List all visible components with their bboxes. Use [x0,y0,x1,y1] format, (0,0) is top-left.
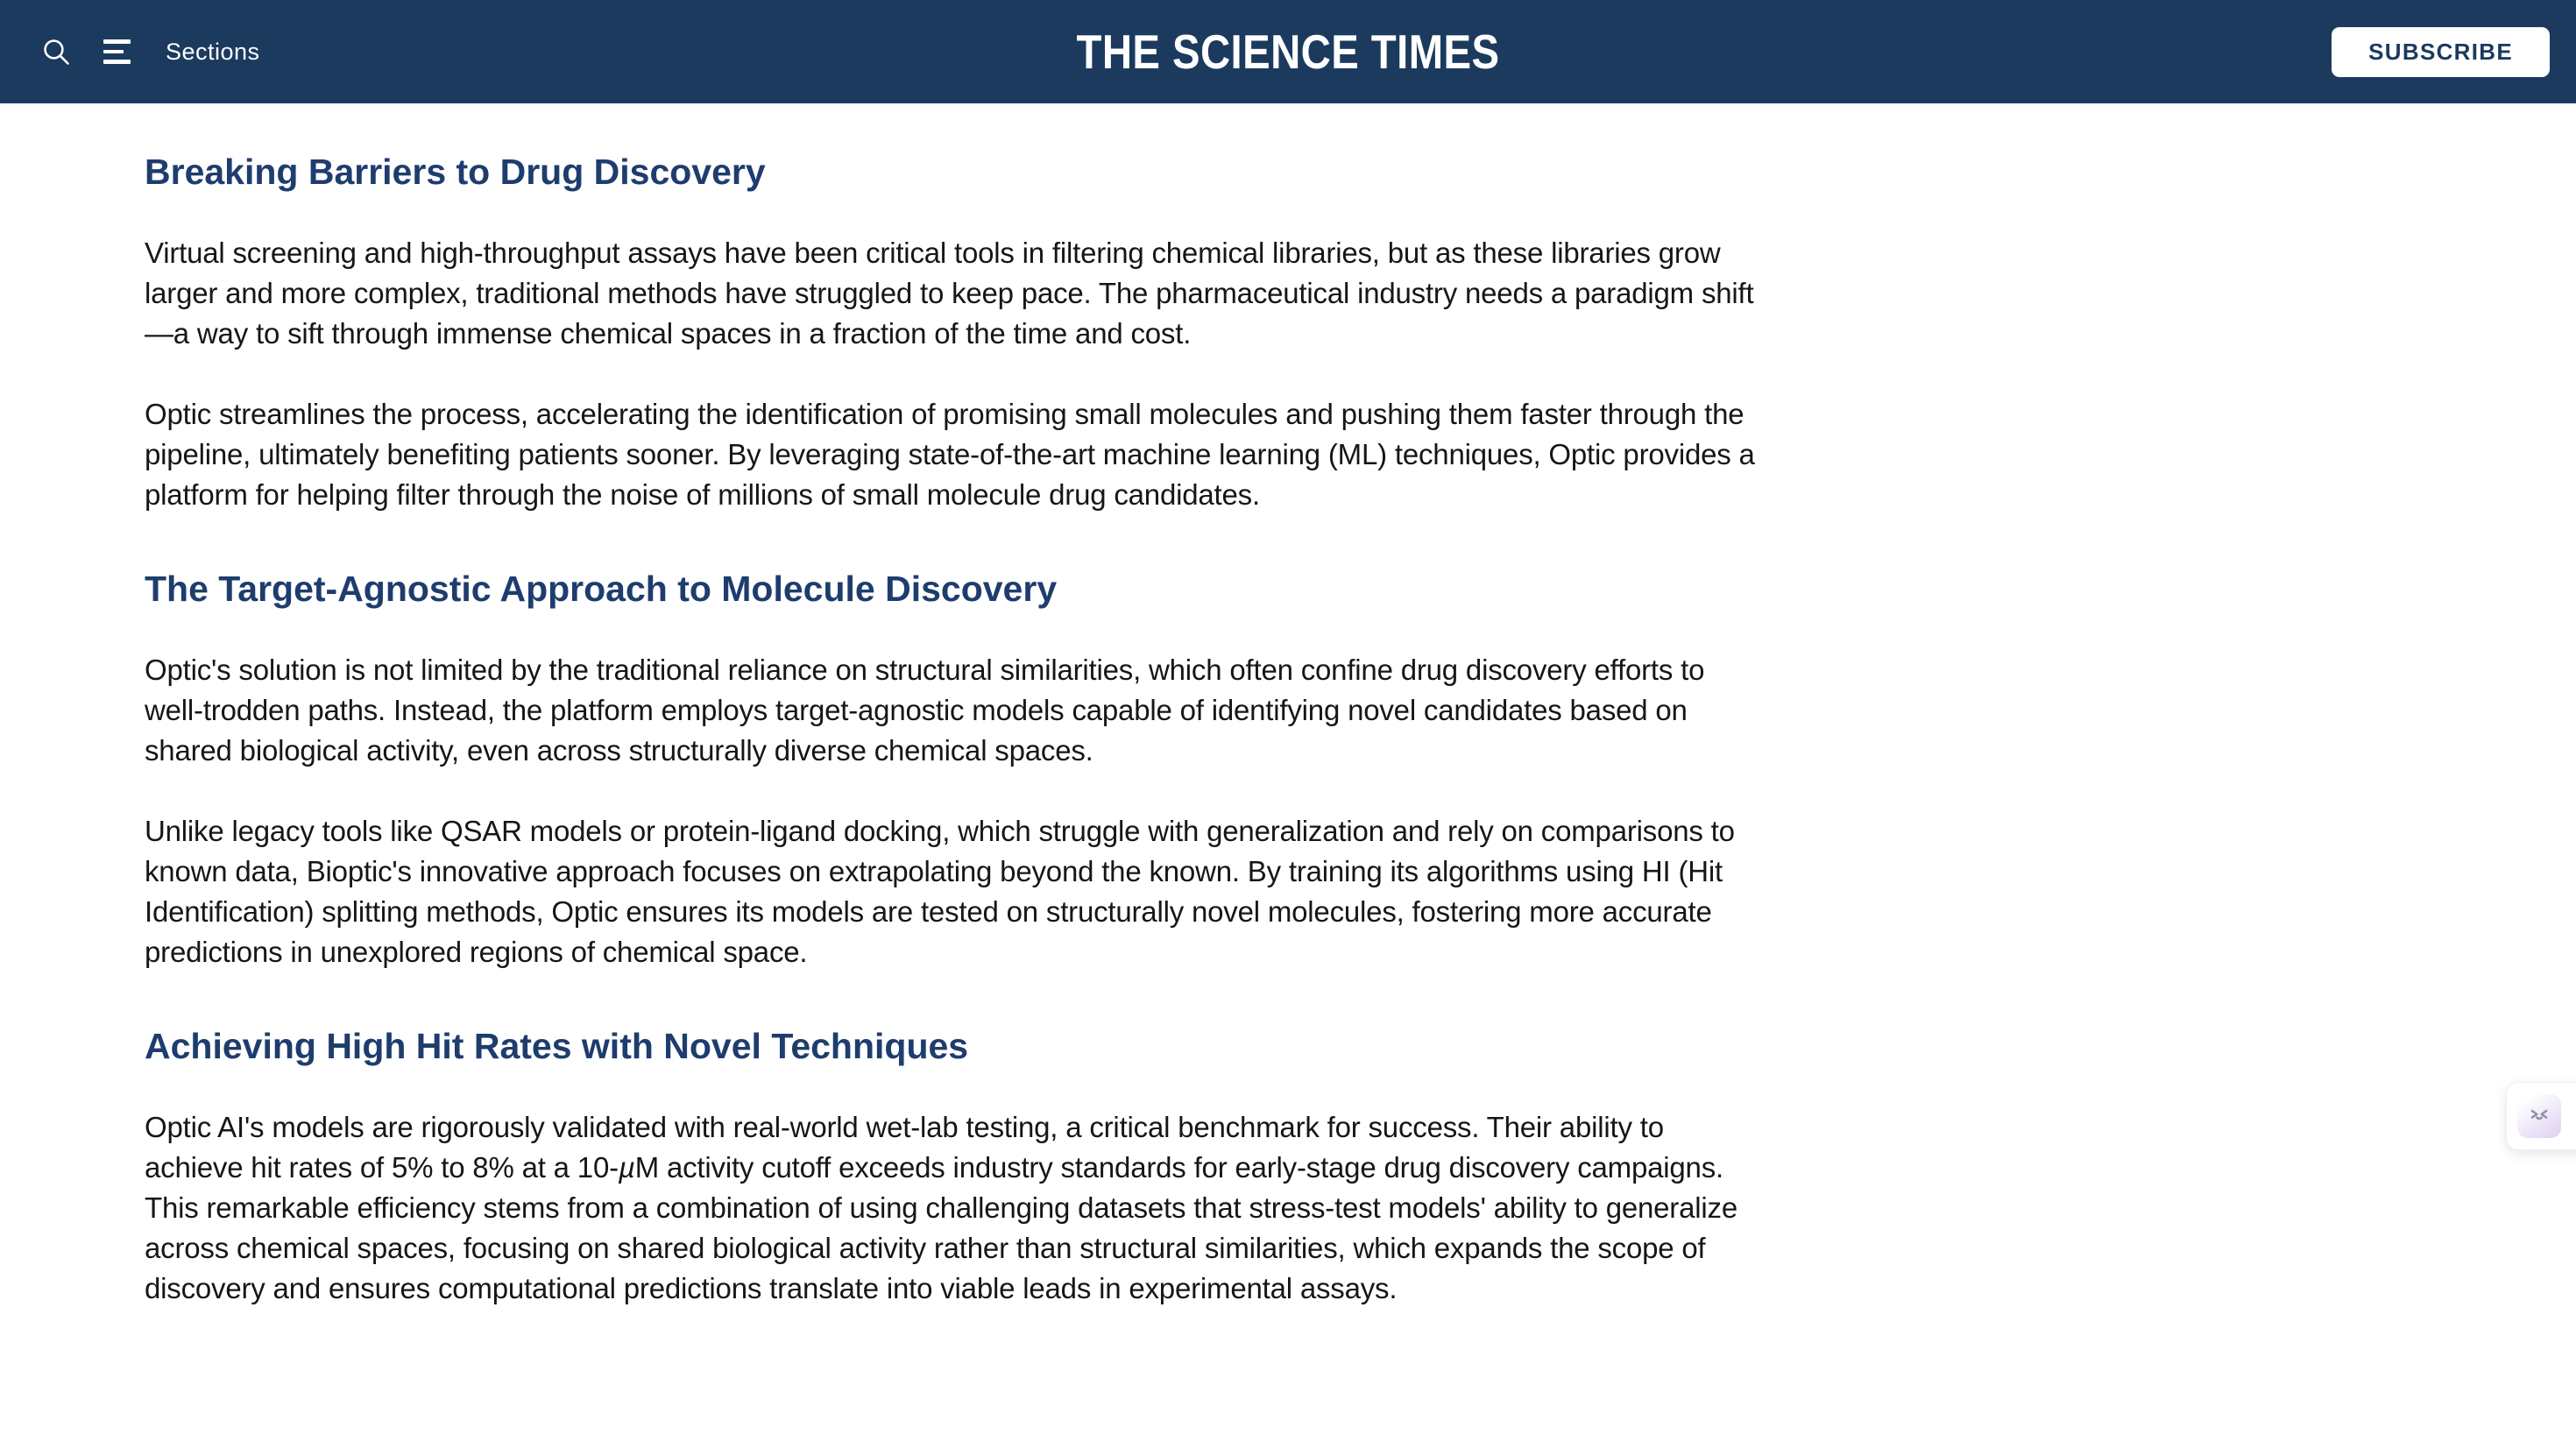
article-paragraph [145,1107,1757,1309]
paragraph-text: Optic AI's models are rigorously validated with real-world wet-lab testing, a critical benchmark for success. Their ability to achieve hit rates of 5% to 8% at a 10- [145,1111,1664,1184]
sections-menu-button[interactable] [103,33,260,70]
paragraph-text: µ [618,1151,635,1184]
article-paragraph [145,394,1757,515]
sections-label: Sections [166,38,260,65]
masthead-title: THE SCIENCE TIMES [1076,25,1500,79]
paragraph-text: M activity cutoff exceeds industry standards for early-stage drug discovery campaigns. This remarkable efficiency stems from a combination of using challenging datasets that stress-test models' ability to generalize across chemical spaces, focusing on shared biological activity rather than structural similarities, which expands the scope of discovery and ensures computational predictions translate into viable leads in experimental assays. [145,1151,1737,1304]
paragraph-text: Virtual screening and high-throughput assays have been critical tools in filtering chemical libraries, but as these libraries grow larger and more complex, traditional methods have struggled to keep pace. The pharmaceutical industry needs a paradigm shift—a way to sift through immense chemical spaces in a fraction of the time and cost. [145,237,1754,350]
article-paragraph [145,650,1757,771]
search-button[interactable] [40,36,72,67]
article-paragraph [145,811,1757,972]
paragraph-text: Unlike legacy tools like QSAR models or protein-ligand docking, which struggle with generalization and rely on comparisons to known data, Bioptic's innovative approach focuses on extrapolating beyond the known. By training its algorithms using HI (Hit Identification) splitting methods, Optic ensures its models are tested on structurally novel molecules, fostering more accurate predictions in unexplored regions of chemical space. [145,815,1735,968]
nav-left-group [40,33,260,70]
subscribe-button[interactable]: SUBSCRIBE [2332,27,2550,77]
section-heading: Breaking Barriers to Drug Discovery [145,152,766,192]
section-heading: The Target-Agnostic Approach to Molecule Discovery [145,569,1058,609]
search-icon [40,36,72,67]
top-navigation-bar [0,0,2576,103]
paragraph-text: Optic streamlines the process, accelerating the identification of promising small molecules and pushing them faster through the pipeline, ultimately benefiting patients sooner. By leveraging state-of-the-art machine learning (ML) techniques, Optic provides a platform for helping filter through the noise of millions of small molecule drug candidates. [145,398,1755,511]
squint-face-icon [2517,1094,2561,1138]
article-paragraph [145,233,1757,354]
hamburger-menu-icon [103,33,131,70]
paragraph-text: Optic's solution is not limited by the traditional reliance on structural similarities, which often confine drug discovery efforts to well-trodden paths. Instead, the platform employs target-agnostic models capable of identifying novel candidates based on shared biological activity, even across structurally diverse chemical spaces. [145,654,1705,767]
feedback-widget-button[interactable] [2506,1082,2576,1150]
article-body [0,103,2576,1309]
section-heading: Achieving High Hit Rates with Novel Techniques [145,1026,969,1066]
